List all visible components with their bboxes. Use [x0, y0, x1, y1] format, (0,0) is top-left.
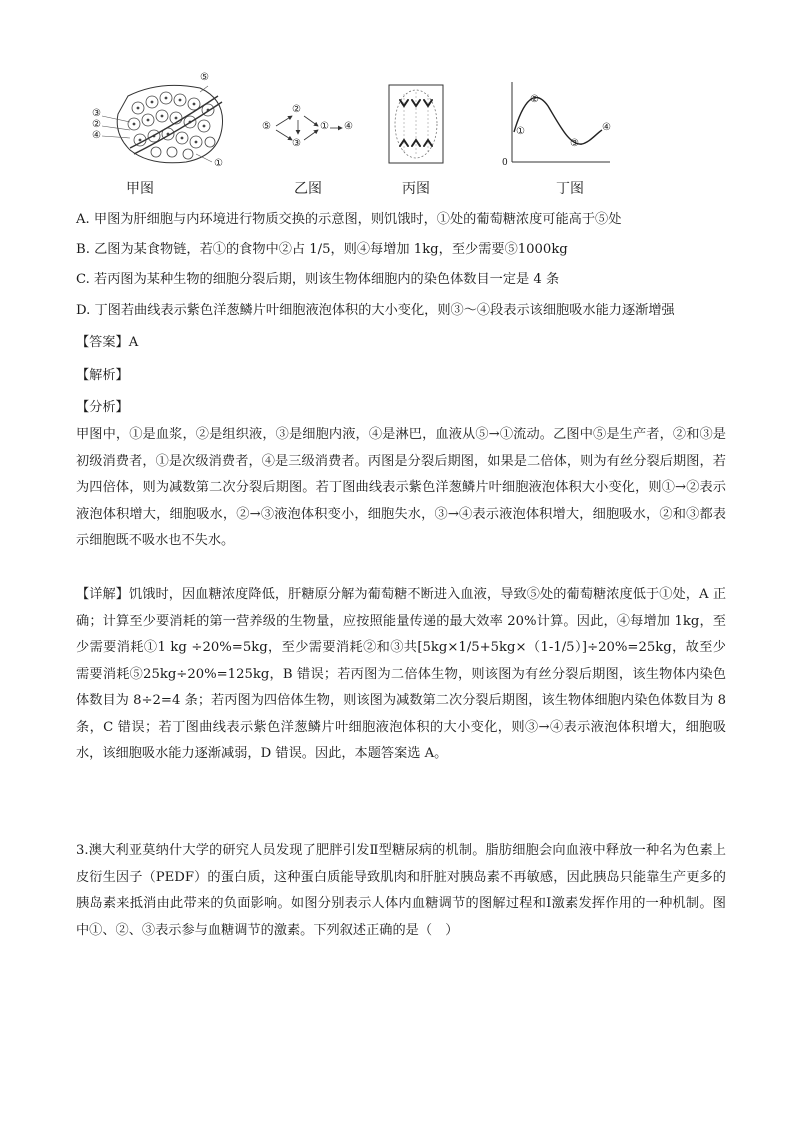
yi-node-3: ③ [292, 138, 301, 149]
fenxi-paragraph [76, 422, 726, 555]
caption-ding: 丁图 [556, 181, 584, 197]
caption-yi: 乙图 [294, 181, 322, 197]
jia-label-5: ⑤ [200, 72, 209, 83]
detail-label: 【详解】 [76, 587, 130, 602]
fenxi-label: 【分析】 [76, 400, 129, 415]
caption-jia: 甲图 [126, 181, 154, 197]
ding-label-3: ③ [570, 138, 579, 149]
ding-label-1: ① [516, 126, 525, 137]
detail-body: 饥饿时，因血糖浓度降低，肝糖原分解为葡萄糖不断进入血液，导致⑤处的葡萄糖浓度低于①处，A 正确；计算至少要消耗的第一营养级的生物量，应按照能量传递的最大效率 20%计算。因此，④每增加 1kg，至少需要消耗①1 kg ÷20%=5kg，至少需要消耗②和③共[5kg×1/5+5kg×（1-1/5）]÷20%=25kg，故至少需要消耗⑤25kg÷20%=125kg，B 错误；若丙图为二倍体生物，则该图为有丝分裂后期图，该生物体内染色体数目为 8÷2=4 条；若丙图为四倍体生物，则该图为减数第二次分裂后期图，该生物体细胞内染色体数目为 8 条，C 错误；若丁图曲线表示紫色洋葱鳞片叶细胞液泡体积的大小变化，则③→④表示液泡体积增大，细胞吸水，该细胞吸水能力逐渐减弱，D 错误。因此，本题答案选 A。 [76, 587, 727, 761]
detail-paragraph [76, 582, 726, 768]
jia-label-4: ④ [92, 130, 101, 141]
figure-ding [504, 80, 614, 170]
option-d: D. 丁图若曲线表示紫色洋葱鳞片叶细胞液泡体积的大小变化，则③～④段表示该细胞吸水能力逐渐增强 [76, 303, 675, 318]
figure-yi [262, 104, 354, 149]
ding-label-2: ② [530, 94, 539, 105]
liver-tissue-diagram [100, 78, 230, 168]
jia-label-3: ③ [92, 108, 101, 119]
cell-division-diagram [388, 84, 444, 164]
figure-bing [388, 84, 444, 164]
question-3-text: 3.澳大利亚莫纳什大学的研究人员发现了肥胖引发Ⅱ型糖尿病的机制。脂肪细胞会向血液中释放一种名为色素上皮衍生因子（PEDF）的蛋白质，这种蛋白质能导致肌肉和肝脏对胰岛素不再敏感，因此胰岛只能靠生产更多的胰岛素来抵消由此带来的负面影响。如图分别表示人体内血糖调节的图解过程和Ⅰ激素发挥作用的一种机制。图中①、②、③表示参与血糖调节的激素。下列叙述正确的是（ ） [76, 843, 726, 938]
option-a: A. 甲图为肝细胞与内环境进行物质交换的示意图，则饥饿时，①处的葡萄糖浓度可能高于⑤处 [76, 212, 622, 227]
yi-node-4: ④ [344, 121, 353, 132]
ding-origin: 0 [502, 158, 508, 168]
detail-text [76, 582, 726, 768]
figure-row [92, 72, 634, 198]
yi-node-1: ① [320, 121, 329, 132]
analysis-label: 【解析】 [76, 368, 129, 383]
caption-bing: 丙图 [402, 181, 430, 197]
figure-jia [92, 72, 230, 169]
fenxi-text: 甲图中，①是血浆，②是组织液，③是细胞内液，④是淋巴，血液从⑤→①流动。乙图中⑤是生产者，②和③是初级消费者，①是次级消费者，④是三级消费者。丙图是分裂后期图，如果是二倍体，则为有丝分裂后期图，若为四倍体，则为减数第二次分裂后期图。若丁图曲线表示紫色洋葱鳞片叶细胞液泡体积大小变化，则①→②表示液泡体积增大，细胞吸水，②→③液泡体积变小，细胞失水，③→④表示液泡体积增大，细胞吸水，②和③都表示细胞既不吸水也不失水。 [76, 427, 726, 548]
answer-line [76, 331, 138, 350]
jia-label-2: ② [92, 119, 101, 130]
vacuole-volume-curve [504, 80, 614, 170]
answer-value: A [128, 335, 139, 350]
yi-node-2: ② [292, 104, 301, 115]
ding-label-4: ④ [602, 122, 611, 133]
option-b: B. 乙图为某食物链，若①的食物中②占 1/5，则④每增加 1kg，至少需要⑤1000kg [76, 242, 568, 257]
yi-node-5: ⑤ [262, 121, 271, 132]
jia-label-1: ① [214, 158, 223, 169]
answer-label: 【答案】 [76, 335, 129, 350]
food-chain-diagram [264, 108, 354, 148]
option-c: C. 若丙图为某种生物的细胞分裂后期，则该生物体细胞内的染色体数目一定是 4 条 [76, 272, 560, 287]
question-3 [76, 838, 726, 944]
